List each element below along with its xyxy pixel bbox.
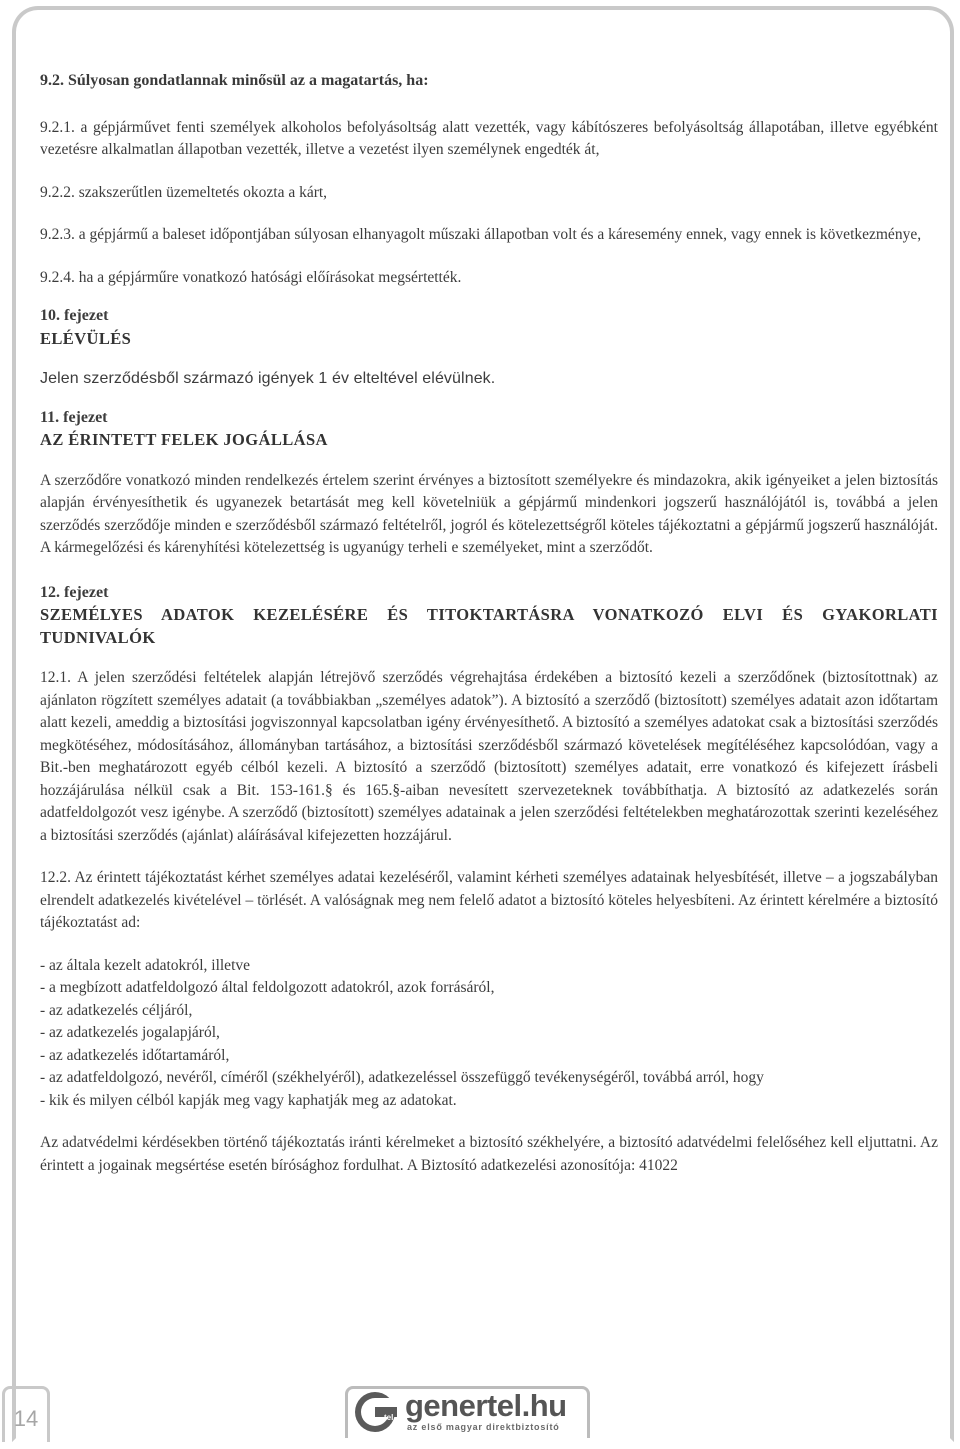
logo-mark-small-text: tel — [384, 1413, 394, 1422]
logo-name: genertel.hu — [405, 1388, 567, 1423]
paragraph-number: 12.1. — [40, 669, 71, 686]
genertel-logo — [345, 1386, 590, 1438]
info-list — [40, 955, 938, 1113]
list-item: - az adatkezelés jogalapjáról, — [40, 1024, 220, 1041]
document-body — [40, 70, 938, 1177]
item-text: ha a gépjárműre vonatkozó hatósági előírásokat megsértették. — [78, 268, 462, 286]
section-9-2-heading: 9.2. Súlyosan gondatlannak minősül az a magatartás, ha: — [40, 72, 429, 89]
list-item: - az adatkezelés céljáról, — [40, 1001, 193, 1019]
paragraph-number: 12.2. — [40, 869, 71, 886]
item-9-2-2 — [40, 182, 938, 205]
list-item: - kik és milyen célból kapják meg vagy kaphatják meg az adatokat. — [40, 1091, 457, 1109]
page-number: 14 — [2, 1386, 50, 1442]
paragraph-12-2 — [40, 867, 938, 935]
item-9-2-3 — [40, 224, 938, 247]
list-item: - az adatfeldolgozó, nevéről, címéről (székhelyéről), adatkezeléssel összefüggő tevékenységéről, továbbá arról, hogy — [40, 1069, 764, 1086]
chapter-12-title: SZEMÉLYES ADATOK KEZELÉSÉRE ÉS TITOKTARTÁSRA VONATKOZÓ ELVI ÉS GYAKORLATI TUDNIVALÓK — [40, 605, 938, 647]
chapter-10-number: 10. fejezet — [40, 307, 109, 324]
item-number: 9.2.2. — [40, 183, 75, 201]
item-9-2-4 — [40, 267, 938, 290]
item-text: a gépjármű a baleset időpontjában súlyosan elhanyagolt műszaki állapotban volt és a káresemény ennek, vagy ennek is következménye, — [78, 226, 922, 243]
list-item: - az adatkezelés időtartamáról, — [40, 1046, 230, 1064]
chapter-10-body: Jelen szerződésből származó igények 1 év elteltével elévülnek. — [40, 370, 496, 387]
chapter-11-title: AZ ÉRINTETT FELEK JOGÁLLÁSA — [40, 430, 328, 449]
chapter-11-number: 11. fejezet — [40, 408, 108, 426]
paragraph-text: Az érintett tájékoztatást kérhet személyes adatai kezeléséről, valamint kérheti személyes adatainak helyesbítését, illetve – a jogszabályban elrendelt adatkezelés kivételével – törlését. A valóságnak meg nem felelő adatot a biztosító köteles helyesbíteni. Az érintett kérelmére a biztosító tájékoztatást ad: — [40, 869, 938, 931]
chapter-10-title: ELÉVÜLÉS — [40, 328, 132, 348]
chapter-12-number: 12. fejezet — [40, 583, 109, 601]
paragraph-text: A jelen szerződési feltételek alapján létrejövő szerződés végrehajtása érdekében a biztosító kezeli a szerződőnek (biztosítottnak) az ajánlaton rögzített személyes adatait (a továbbiakban „személyes adatok”). A biztosító a szerződő (biztosított) személyes adatait azon időtartam alatt kezeli, ameddig a biztosítási jogviszonnyal kapcsolatban igény érvényesíthető. A biztosító a személyes adatokat csak a biztosítási szerződés megkötéséhez, módosításához, állományban tartásához, a biztosítási szerződésből származó követelések megítéléséhez kapcsolódóan, vagy a Bit.-ben meghatározott egyéb célból kezeli. A biztosító a szerződő (biztosított) személyes adatait, erre vonatkozó és kifejezett írásbeli hozzájárulása nélkül csak a Bit. 153-161.§ és 165.§-aiban nevesített szervezeteknek továbbíthatja. A biztosító az adatkezelés során adatfeldolgozót vesz igénybe. A szerződő (biztosított) személyes adatainak a jelen szerződési feltételekben meghatározottak szerinti kezeléséhez a biztosítási szerződés (ajánlat) aláírásával kifejezetten hozzájárul. — [40, 669, 938, 844]
list-item: - a megbízott adatfeldolgozó által feldolgozott adatokról, azok forrásáról, — [40, 979, 495, 996]
item-number: 9.2.3. — [40, 226, 75, 243]
item-number: 9.2.1. — [40, 118, 75, 136]
item-text: szakszerűtlen üzemeltetés okozta a kárt, — [78, 183, 328, 201]
item-text: a gépjárművet fenti személyek alkoholos befolyásoltság alatt vezették, vagy kábítószeres befolyásoltság állapotában, illetve egyébként vezetésre alkalmatlan állapotban vezették, illetve a vezetést ilyen személynek engedték át, — [40, 118, 938, 158]
paragraph-12-1 — [40, 667, 938, 847]
item-number: 9.2.4. — [40, 268, 75, 286]
item-9-2-1 — [40, 117, 938, 162]
logo-tagline: az első magyar direktbiztosító — [407, 1422, 560, 1432]
list-item: - az általa kezelt adatokról, illetve — [40, 956, 250, 974]
closing-paragraph: Az adatvédelmi kérdésekben történő tájékoztatás iránti kérelmeket a biztosító székhelyére, a biztosító adatvédelmi felelőséhez kell eljuttatni. Az érintett a jogainak megsértése esetén bírósághoz fordulhat. A Biztosító adatkezelési azonosítója: 41022 — [40, 1134, 938, 1174]
genertel-g-icon — [353, 1390, 397, 1434]
chapter-11-body: A szerződőre vonatkozó minden rendelkezés értelem szerint érvényes a biztosított személyekre és mindazokra, akik igényeiket a jelen biztosítás alapján érvényesíthetik és ugyanezek betartását meg kell követelniük a gépjármű mindenkori jogszerű használójától is, továbbá a jelen szerződés szerződője minden e szerződésből származó feltételről, jogról és kötelezettségről köteles tájékoztatni a gépjármű jogszerű használóját. A kármegelőzési és kárenyhítési kötelezettség is ugyanúgy terheli e személyeket, mint a szerződőt. — [40, 471, 938, 556]
